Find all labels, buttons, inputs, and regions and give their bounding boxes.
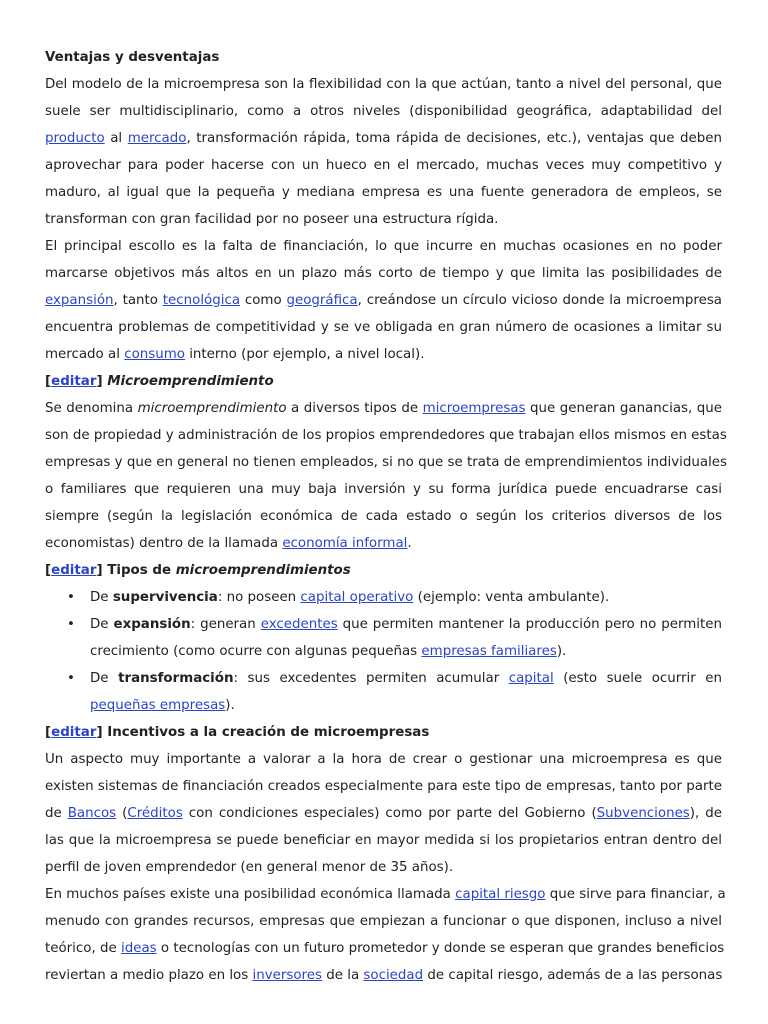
- text-run: , transformación rápida, toma rápida de decisiones, etc.), ventajas que deben: [186, 131, 722, 146]
- text-run: son de propiedad y administración de los propios emprendedores que trabajan ellos mismos en estas: [45, 428, 727, 443]
- text-run: que sirve para financiar, a: [545, 887, 726, 902]
- link-capital[interactable]: capital: [508, 671, 554, 686]
- edit-link[interactable]: editar: [51, 563, 97, 578]
- link-expansion[interactable]: expansión: [45, 293, 114, 308]
- bold-term: supervivencia: [112, 590, 218, 605]
- link-microempresas[interactable]: microempresas: [422, 401, 526, 416]
- list-item: [45, 611, 722, 638]
- link-mercado[interactable]: mercado: [127, 131, 187, 146]
- text-run: crecimiento (como ocurre con algunas pequeñas: [90, 644, 422, 659]
- text-run: las que la microempresa se puede beneficiar en mayor medida si los propietarios entran dentro del: [45, 833, 722, 848]
- link-creditos[interactable]: Créditos: [127, 806, 183, 821]
- article-body: [45, 44, 727, 989]
- text-run: Se denomina: [45, 401, 138, 416]
- link-tecnologica[interactable]: tecnológica: [162, 293, 241, 308]
- text-run: a diversos tipos de: [286, 401, 423, 416]
- link-inversores[interactable]: inversores: [252, 968, 322, 983]
- text-run: Del modelo de la microempresa son la flexibilidad con la que actúan, tanto a nivel del personal, que: [45, 77, 722, 92]
- text-run: siempre (según la legislación económica de cada estado o según los criterios diversos de los: [45, 509, 722, 524]
- text-run: (ejemplo: venta ambulante).: [413, 590, 610, 605]
- list-item: [45, 665, 722, 692]
- text-run: [: [45, 725, 52, 740]
- text-line: [45, 773, 722, 800]
- text-line: [45, 206, 722, 233]
- text-line: [45, 935, 725, 962]
- text-line: [45, 98, 722, 125]
- link-economia-informal[interactable]: economía informal: [282, 536, 408, 551]
- text-run: .: [407, 536, 412, 551]
- text-run: interno (por ejemplo, a nivel local).: [184, 347, 425, 362]
- text-line: [45, 908, 722, 935]
- edit-link[interactable]: editar: [51, 374, 97, 389]
- text-line: [45, 638, 722, 665]
- text-run: (esto suele ocurrir en: [553, 671, 723, 686]
- link-consumo[interactable]: consumo: [124, 347, 185, 362]
- link-excedentes[interactable]: excedentes: [260, 617, 338, 632]
- text-line: [45, 179, 722, 206]
- link-pequenas-empresas[interactable]: pequeñas empresas: [90, 698, 226, 713]
- text-run: de capital riesgo, además de a las personas: [423, 968, 723, 983]
- text-run: ] Incentivos a la creación de microempresas: [96, 725, 430, 740]
- text-run: perfil de joven emprendedor (en general menor de 35 años).: [45, 860, 454, 875]
- text-run: En muchos países existe una posibilidad económica llamada: [45, 887, 456, 902]
- text-line: [45, 422, 727, 449]
- text-run: teórico, de: [45, 941, 121, 956]
- text-run: con condiciones especiales) como por parte del Gobierno (: [182, 806, 597, 821]
- text-run: encuentra problemas de competitividad y se ve obligada en gran número de ocasiones a limitar su: [45, 320, 722, 335]
- text-run: Un aspecto muy importante a valorar a la hora de crear o gestionar una microempresa es que: [45, 752, 722, 767]
- bullet-icon: •: [67, 617, 75, 632]
- text-line: [45, 692, 722, 719]
- section-heading: [45, 368, 722, 395]
- link-bancos[interactable]: Bancos: [67, 806, 117, 821]
- text-line: [45, 476, 722, 503]
- text-run: ]: [96, 374, 108, 389]
- text-line: [45, 260, 722, 287]
- text-line: [45, 881, 726, 908]
- text-run: [: [45, 563, 52, 578]
- link-geografica[interactable]: geográfica: [286, 293, 358, 308]
- text-run: : sus excedentes permiten acumular: [233, 671, 509, 686]
- text-run: que generan ganancias, que: [525, 401, 722, 416]
- text-line: [45, 746, 722, 773]
- text-run: suele ser multidisciplinario, como a otros niveles (disponibilidad geográfica, adaptabilidad del: [45, 104, 722, 119]
- text-line: [45, 800, 722, 827]
- text-run: [: [45, 374, 52, 389]
- text-run: , creándose un círculo vicioso donde la microempresa: [357, 293, 722, 308]
- text-line: [45, 395, 722, 422]
- text-line: [45, 962, 722, 989]
- text-run: De: [90, 617, 114, 632]
- text-line: [45, 287, 722, 314]
- text-run: o familiares que requieren una muy baja inversión y su forma jurídica puede encuadrarse casi: [45, 482, 722, 497]
- text-run: marcarse objetivos más altos en un plazo más corto de tiempo y que limita las posibilidades de: [45, 266, 722, 281]
- edit-link[interactable]: editar: [51, 725, 97, 740]
- text-line: [45, 152, 722, 179]
- text-run: ] Tipos de: [96, 563, 176, 578]
- text-run: , tanto: [113, 293, 163, 308]
- text-run: al: [104, 131, 128, 146]
- text-run: ), de: [689, 806, 722, 821]
- bold-term: transformación: [118, 671, 234, 686]
- bullet-icon: •: [67, 671, 75, 686]
- text-run: existen sistemas de financiación creados especialmente para este tipo de empresas, tanto por parte: [45, 779, 722, 794]
- link-sociedad[interactable]: sociedad: [363, 968, 424, 983]
- text-run: de la: [321, 968, 364, 983]
- section-heading: [45, 44, 722, 71]
- link-capital-riesgo[interactable]: capital riesgo: [455, 887, 546, 902]
- text-run: : generan: [190, 617, 261, 632]
- text-line: [45, 449, 727, 476]
- link-producto[interactable]: producto: [45, 131, 105, 146]
- link-capital-operativo[interactable]: capital operativo: [300, 590, 414, 605]
- text-run: reviertan a medio plazo en los: [45, 968, 253, 983]
- text-run: Ventajas y desventajas: [45, 50, 220, 65]
- text-run: como: [240, 293, 287, 308]
- italic-term: microemprendimientos: [175, 563, 351, 578]
- text-run: economistas) dentro de la llamada: [45, 536, 283, 551]
- text-run: de: [45, 806, 68, 821]
- text-line: [45, 233, 722, 260]
- italic-term: microemprendimiento: [137, 401, 287, 416]
- italic-term: Microemprendimiento: [107, 374, 274, 389]
- bullet-icon: •: [67, 590, 75, 605]
- text-run: empresas y que en general no tienen empleados, si no que se trata de emprendimientos individuales: [45, 455, 727, 470]
- text-run: maduro, al igual que la pequeña y mediana empresa es una fuente generadora de empleos, se: [45, 185, 722, 200]
- text-run: El principal escollo es la falta de financiación, lo que incurre en muchas ocasiones en no poder: [45, 239, 722, 254]
- text-line: [45, 530, 722, 557]
- section-heading: [45, 557, 722, 584]
- text-run: ).: [225, 698, 235, 713]
- text-run: De: [90, 590, 113, 605]
- text-run: (: [116, 806, 128, 821]
- link-ideas[interactable]: ideas: [120, 941, 157, 956]
- text-run: o tecnologías con un futuro prometedor y donde se esperan que grandes beneficios: [156, 941, 725, 956]
- text-run: ).: [556, 644, 567, 659]
- bold-term: expansión: [113, 617, 191, 632]
- text-run: aprovechar para poder hacerse con un hueco en el mercado, muchas veces muy competitivo y: [45, 158, 722, 173]
- text-line: [45, 503, 722, 530]
- text-run: : no poseen: [217, 590, 301, 605]
- text-run: que permiten mantener la producción pero no permiten: [337, 617, 723, 632]
- text-run: menudo con grandes recursos, empresas que empiezan a funcionar o que disponen, incluso a nivel: [45, 914, 722, 929]
- text-line: [45, 341, 722, 368]
- text-line: [45, 314, 722, 341]
- link-empresas-familiares[interactable]: empresas familiares: [421, 644, 557, 659]
- text-line: [45, 125, 722, 152]
- text-line: [45, 854, 722, 881]
- text-run: De: [90, 671, 119, 686]
- link-subvenciones[interactable]: Subvenciones: [596, 806, 690, 821]
- list-item: [45, 584, 722, 611]
- text-run: mercado al: [45, 347, 125, 362]
- text-line: [45, 71, 722, 98]
- text-run: transforman con gran facilidad por no poseer una estructura rígida.: [45, 212, 499, 227]
- section-heading: [45, 719, 722, 746]
- text-line: [45, 827, 722, 854]
